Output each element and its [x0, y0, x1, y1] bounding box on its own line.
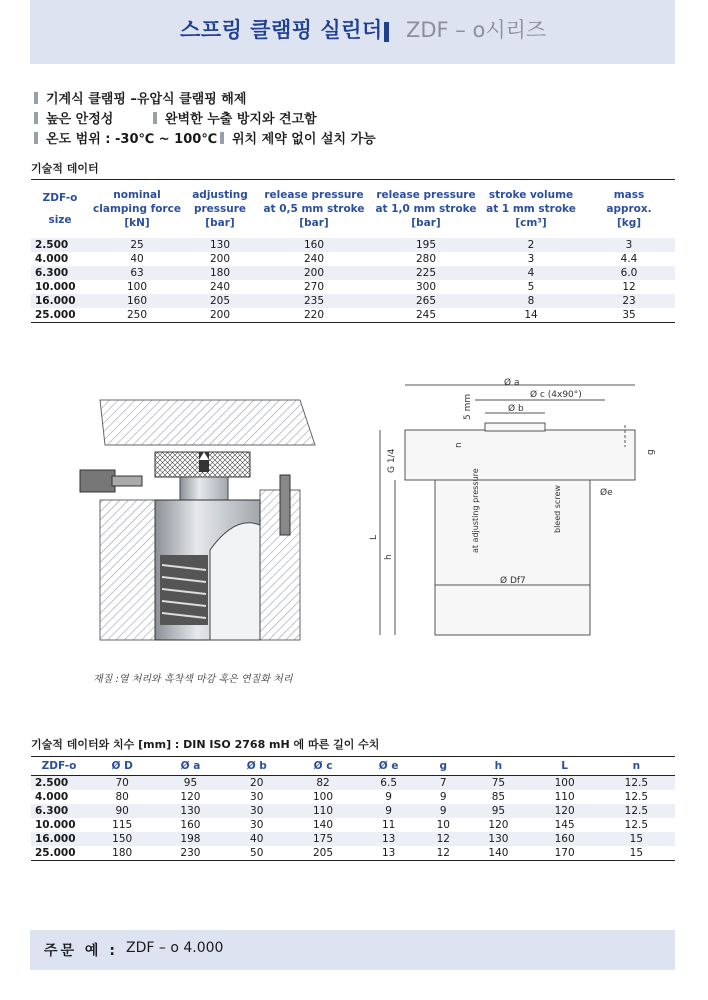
- col-header: Ø a: [157, 757, 223, 776]
- dim-label-a: Ø a: [504, 378, 520, 388]
- dimension-drawing: [360, 375, 660, 650]
- col-header-force: nominal clamping force [kN]: [93, 188, 181, 229]
- col-header: g: [421, 757, 465, 776]
- table-row: 10.000 115 160 30 140 11 10 120 145 12.5: [35, 819, 649, 831]
- feature-item: 온도 범위 : -30℃ ~ 100℃: [34, 128, 217, 147]
- table-row: 4.000 80 120 30 100 9 9 85 110 12.5: [35, 791, 649, 803]
- table-row: 2.500 25 130 160 195 2 3: [31, 238, 675, 252]
- dim-label-bleed: bleed screw: [553, 485, 562, 533]
- order-example-value: ZDF – o 4.000: [126, 940, 224, 956]
- dim-label-L: L: [369, 534, 379, 540]
- table-row: 25.000 250 200 220 245 14 35: [35, 308, 636, 321]
- dim-label-D: Ø Df7: [500, 576, 526, 586]
- bullet-icon: [34, 92, 38, 104]
- page-title: 스프링 클램핑 실린더: [180, 18, 383, 42]
- col-header-size: ZDF-o size: [42, 191, 78, 226]
- material-caption: 재질 :열 처리와 흑착색 마감 혹은 연질화 처리: [93, 674, 293, 685]
- col-header-mass: mass approx. [kg]: [606, 188, 652, 229]
- dim-label-g14: G 1/4: [387, 448, 397, 473]
- dim-label-c: Ø c (4x90°): [530, 390, 582, 400]
- dim-label-adjusting: at adjusting pressure: [471, 468, 480, 553]
- order-example-label: 주문 예 :: [44, 943, 118, 959]
- dim-label-n: n: [454, 442, 464, 448]
- title-banner: [30, 0, 675, 64]
- table-row: 25.000 180 230 50 205 13 12 140 170 15: [35, 847, 644, 859]
- table-row: 4.000 40 200 240 280 3 4.4: [35, 252, 638, 265]
- series-title: ZDF – o시리즈: [406, 18, 547, 42]
- title-divider: [384, 22, 389, 42]
- section-title-dimensions: 기술적 데이터와 치수 [mm] : DIN ISO 2768 mH 에 따른 길이 수치: [31, 738, 380, 751]
- feature-item: 완벽한 누출 방지와 견고함: [153, 108, 317, 127]
- dim-label-5mm: 5 mm: [463, 393, 473, 420]
- table-row: 16.000 150 198 40 175 13 12 130 160 15: [31, 832, 675, 846]
- col-header-stroke: stroke volume at 1 mm stroke [cm³]: [486, 188, 576, 229]
- bullet-icon: [220, 132, 224, 144]
- col-header-adjusting: adjusting pressure [bar]: [192, 188, 248, 229]
- tech-data-table: [31, 179, 675, 323]
- col-header: Ø D: [87, 757, 157, 776]
- col-header: Ø c: [290, 757, 356, 776]
- feature-item: 기계식 클램핑 –유압식 클램핑 해제: [34, 88, 246, 107]
- col-header: Ø b: [224, 757, 290, 776]
- col-header: n: [598, 757, 675, 776]
- bullet-icon: [34, 132, 38, 144]
- cross-section-drawing: [60, 390, 330, 650]
- col-header-release-05: release pressure at 0,5 mm stroke [bar]: [263, 188, 365, 229]
- dim-label-b: Ø b: [508, 404, 524, 414]
- order-example-bar: [30, 930, 675, 970]
- table-row: 2.500 70 95 20 82 6.5 7 75 100 12.5: [31, 776, 675, 791]
- dim-label-g: g: [646, 449, 656, 455]
- col-header: h: [465, 757, 531, 776]
- feature-item: 위치 제약 없이 설치 가능: [220, 128, 376, 147]
- bullet-icon: [153, 112, 157, 124]
- table-row: 10.000 100 240 270 300 5 12: [35, 280, 636, 293]
- col-header: Ø e: [356, 757, 421, 776]
- bullet-icon: [34, 112, 38, 124]
- dim-label-h: h: [384, 554, 394, 560]
- table-row: 6.300 90 130 30 110 9 9 95 120 12.5: [31, 804, 675, 818]
- table-row: 6.300 63 180 200 225 4 6.0: [31, 266, 675, 280]
- col-header: ZDF-o: [31, 757, 87, 776]
- section-title-tech: 기술적 데이터: [31, 162, 99, 175]
- col-header-release-10: release pressure at 1,0 mm stroke [bar]: [375, 188, 477, 229]
- dim-label-e: Øe: [600, 488, 613, 498]
- col-header: L: [532, 757, 598, 776]
- feature-item: 높은 안정성: [34, 108, 113, 127]
- table-row: 16.000 160 205 235 265 8 23: [31, 294, 675, 308]
- dimension-table: [31, 756, 675, 861]
